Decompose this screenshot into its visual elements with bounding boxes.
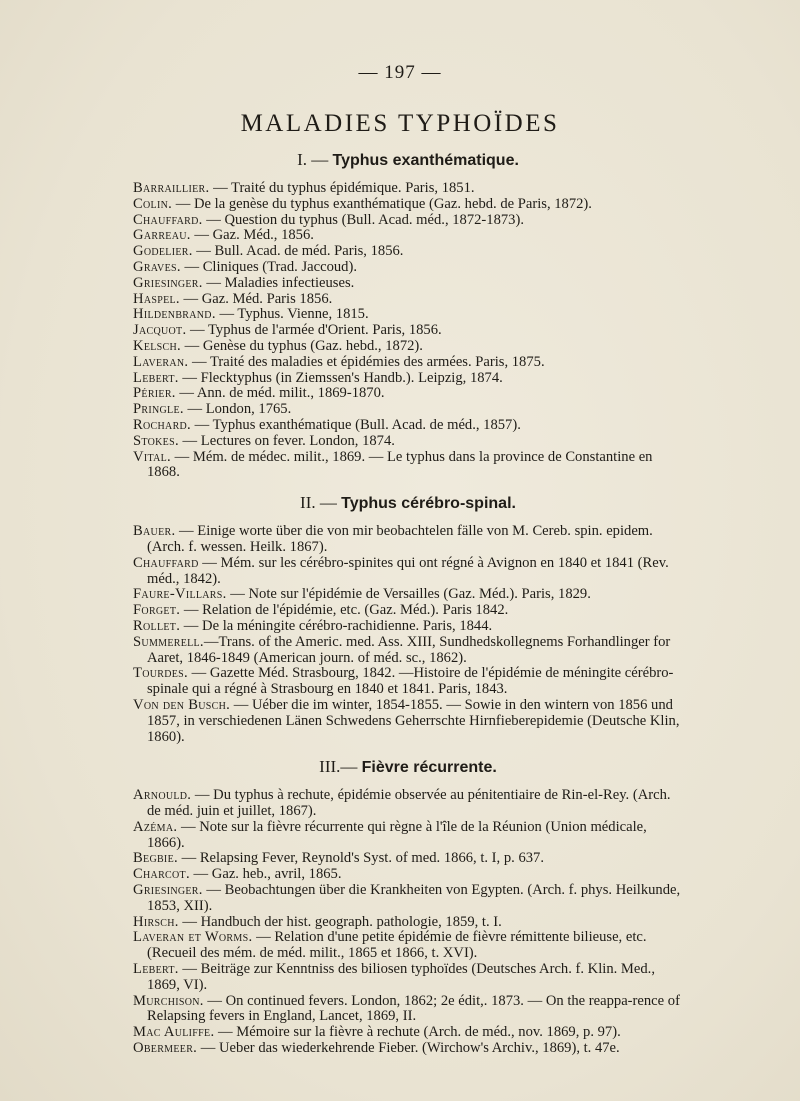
bibliography-entry — [133, 930, 683, 962]
bibliography-entry — [133, 181, 683, 197]
entry-text: — Gaz. Méd. Paris 1856. — [179, 290, 333, 307]
entry-text: — Einige worte über die von mir beobachtelen fälle von M. Cereb. spin. epidem. (Arch. f. wessen. Heilk. 1867). — [147, 523, 653, 555]
section-heading-typhus-exanthematique — [133, 150, 683, 171]
bibliography-entry — [133, 524, 683, 556]
section-numeral: III.— — [319, 757, 358, 777]
entry-text: — Bull. Acad. de méd. Paris, 1856. — [192, 243, 404, 260]
bibliography-entry — [133, 1025, 683, 1041]
entry-text: — Traité des maladies et épidémies des armées. Paris, 1875. — [188, 353, 545, 370]
bibliography-entry — [133, 788, 683, 820]
entry-text: — De la genèse du typhus exanthématique (Gaz. hebd. de Paris, 1872). — [172, 195, 592, 212]
bibliography-entry — [133, 339, 683, 355]
bibliography-entry — [133, 276, 683, 292]
entry-author: Arnould. — [133, 787, 192, 804]
entry-author: Chauffard. — [133, 211, 203, 228]
bibliography-entry — [133, 307, 683, 323]
bibliography-entry — [133, 386, 683, 402]
entry-text: — Relation de l'épidémie, etc. (Gaz. Méd.). Paris 1842. — [180, 602, 509, 619]
entry-text: — Maladies infectieuses. — [202, 274, 355, 291]
bibliography-entry — [133, 556, 683, 588]
entry-author: Rochard. — [133, 416, 192, 433]
entry-text: — On continued fevers. London, 1862; 2e édit,. 1873. — On the reappa-rence of Relapsing fevers in England, Lancet, 1869, II. — [147, 992, 680, 1025]
bibliography-entry — [133, 587, 683, 603]
entry-author: Barraillier. — [133, 180, 210, 196]
section-numeral: I. — — [297, 150, 329, 169]
entry-text: — Ann. de méd. milit., 1869-1870. — [175, 385, 385, 402]
bibliography-entry — [133, 244, 683, 260]
entry-text: — Typhus de l'armée d'Orient. Paris, 1856. — [186, 322, 442, 339]
bibliography-entry — [133, 292, 683, 308]
entry-text: — London, 1765. — [183, 401, 292, 418]
entry-author: Bauer. — [133, 523, 176, 540]
bibliography-entry — [133, 197, 683, 213]
entry-author: Begbie. — [133, 850, 178, 867]
entry-author: Jacquot. — [133, 322, 187, 339]
entry-text: — Uéber die im winter, 1854-1855. — Sowie in den wintern von 1856 und 1857, in verschiedenen Länen Schwedens Geherrschte Hirnfieberepidemie (Deutsche Klin, 1860). — [147, 696, 680, 745]
entry-author: Mac Auliffe. — [133, 1024, 215, 1041]
entry-text: — Beobachtungen über die Krankheiten von Egypten. (Arch. f. phys. Heilkunde, 1853, XII). — [147, 882, 681, 914]
entry-text: — Mém. sur les cérébro-spinites qui ont régné à Avignon en 1840 et 1841 (Rev. méd., 1842). — [147, 554, 669, 587]
entry-text: — De la méningite cérébro-rachidienne. Paris, 1844. — [180, 617, 493, 634]
entry-author: Hirsch. — [133, 913, 179, 930]
bibliography-entry — [133, 851, 683, 867]
entry-text: —Trans. of the Americ. med. Ass. XIII, Sundhedskollegnems Forhandlinger for Aaret, 1846-1849 (American journ. of méd. sc., 1862). — [147, 633, 671, 666]
entry-author: Summerell. — [133, 633, 204, 650]
section-list — [133, 524, 683, 745]
entry-text: — Du typhus à rechute, épidémie observée au pénitentiaire de Rin-el-Rey. (Arch. de méd. juin et juillet, 1867). — [147, 787, 671, 820]
bibliography-entry — [133, 603, 683, 619]
section-title: Typhus exanthématique. — [332, 152, 519, 169]
entry-text: — Gaz. heb., avril, 1865. — [189, 866, 342, 883]
entry-author: Hildenbrand. — [133, 306, 216, 323]
entry-author: Lebert. — [133, 961, 179, 978]
section-heading-fievre-recurrente — [133, 757, 683, 778]
entry-author: Garreau. — [133, 227, 191, 244]
entry-text: — Relapsing Fever, Reynold's Syst. of med. 1866, t. I, p. 637. — [177, 850, 544, 867]
entry-text: — Lectures on fever. London, 1874. — [178, 432, 395, 449]
entry-author: Kelsch. — [133, 337, 181, 354]
bibliography-entry — [133, 915, 683, 931]
entry-text: — Question du typhus (Bull. Acad. méd., 1872-1873). — [202, 211, 524, 228]
entry-author: Graves. — [133, 258, 181, 275]
page-number: — 197 — — [358, 62, 442, 83]
bibliography-entry — [133, 402, 683, 418]
page-title: MALADIES TYPHOÏDES — [240, 110, 560, 137]
entry-author: Griesinger. — [133, 882, 203, 899]
entry-author: Obermeer. — [133, 1040, 198, 1057]
entry-text: — Genèse du typhus (Gaz. hebd., 1872). — [180, 337, 423, 354]
bibliography-entry — [133, 323, 683, 339]
entry-author: Vital. — [133, 448, 171, 465]
entry-text: — Note sur la fièvre récurrente qui règne à l'île de la Réunion (Union médicale, 1866). — [147, 818, 647, 851]
entry-text: — Gaz. Méd., 1856. — [190, 227, 314, 244]
entry-author: Laveran et Worms. — [133, 929, 253, 946]
entry-author: Stokes. — [133, 432, 179, 449]
section-heading-typhus-cerebro-spinal — [133, 493, 683, 514]
entry-author: Laveran. — [133, 353, 189, 370]
entry-author: Griesinger. — [133, 274, 203, 291]
entry-author: Haspel. — [133, 290, 180, 307]
bibliography-entry — [133, 883, 683, 915]
entry-text: — Gazette Méd. Strasbourg, 1842. —Histoire de l'épidémie de méningite cérébro-spinale qui a régné à Strasbourg en 1840 et 1841. Paris, 1843. — [147, 665, 674, 698]
entry-text: — Traité du typhus épidémique. Paris, 1851. — [209, 180, 475, 196]
section-title: Fièvre récurrente. — [361, 759, 497, 777]
bibliography-entry — [133, 228, 683, 244]
entry-text: — Typhus exanthématique (Bull. Acad. de méd., 1857). — [191, 416, 521, 433]
entry-author: Lebert. — [133, 369, 179, 386]
bibliography-entry — [133, 962, 683, 994]
entry-text: — Handbuch der hist. geograph. pathologie, 1859, t. I. — [178, 913, 502, 930]
entry-text: — Cliniques (Trad. Jaccoud). — [180, 258, 357, 275]
entry-author: Tourdes. — [133, 665, 188, 682]
entry-author: Pringle. — [133, 401, 184, 418]
bibliography-entry — [133, 666, 683, 698]
entry-author: Colin. — [133, 195, 173, 212]
entry-author: Godelier. — [133, 243, 193, 260]
bibliography-entry — [133, 994, 683, 1026]
section-numeral: II. — — [300, 493, 337, 513]
bibliography-entry — [133, 1041, 683, 1057]
entry-author: Chauffard — [133, 554, 199, 571]
entry-author: Charcot. — [133, 866, 190, 883]
entry-text: — Mém. de médec. milit., 1869. — Le typhus dans la province de Constantine en 1868. — [147, 448, 653, 481]
entry-text: — Relation d'une petite épidémie de fièvre rémittente bilieuse, etc. (Recueil des mém. de méd. milit., 1865 et 1866, t. XVI). — [147, 929, 647, 962]
entry-author: Rollet. — [133, 617, 181, 634]
entry-text: — Beiträge zur Kenntniss des biliosen typhoïdes (Deutsches Arch. f. Klin. Med., 1869, VI). — [147, 961, 655, 993]
section-list — [133, 788, 683, 1057]
bibliography-entry — [133, 867, 683, 883]
bibliography-entry — [133, 371, 683, 387]
entry-author: Murchison. — [133, 992, 204, 1009]
section-title: Typhus cérébro-spinal. — [341, 495, 516, 513]
section-list — [133, 181, 683, 481]
bibliography-entry — [133, 418, 683, 434]
entry-text: — Flecktyphus (in Ziemssen's Handb.). Leipzig, 1874. — [178, 369, 503, 386]
bibliography-entry — [133, 355, 683, 371]
entry-text: — Mémoire sur la fièvre à rechute (Arch. de méd., nov. 1869, p. 97). — [214, 1024, 621, 1041]
bibliography-entry — [133, 434, 683, 450]
bibliography-entry — [133, 698, 683, 745]
entry-text: — Typhus. Vienne, 1815. — [215, 306, 369, 323]
bibliography-entry — [133, 820, 683, 852]
entry-author: Forget. — [133, 602, 181, 619]
bibliography-entry — [133, 260, 683, 276]
entry-author: Azéma. — [133, 818, 178, 835]
entry-author: Von den Busch. — [133, 696, 231, 713]
entry-author: Faure-Villars. — [133, 586, 227, 603]
bibliography-entry — [133, 619, 683, 635]
entry-author: Périer. — [133, 385, 176, 402]
bibliography-entry — [133, 213, 683, 229]
bibliography-entry — [133, 635, 683, 667]
bibliography-entry — [133, 450, 683, 482]
entry-text: — Note sur l'épidémie de Versailles (Gaz. Méd.). Paris, 1829. — [226, 586, 591, 603]
bibliography — [133, 150, 683, 1057]
entry-text: — Ueber das wiederkehrende Fieber. (Wirchow's Archiv., 1869), t. 47e. — [197, 1040, 620, 1057]
